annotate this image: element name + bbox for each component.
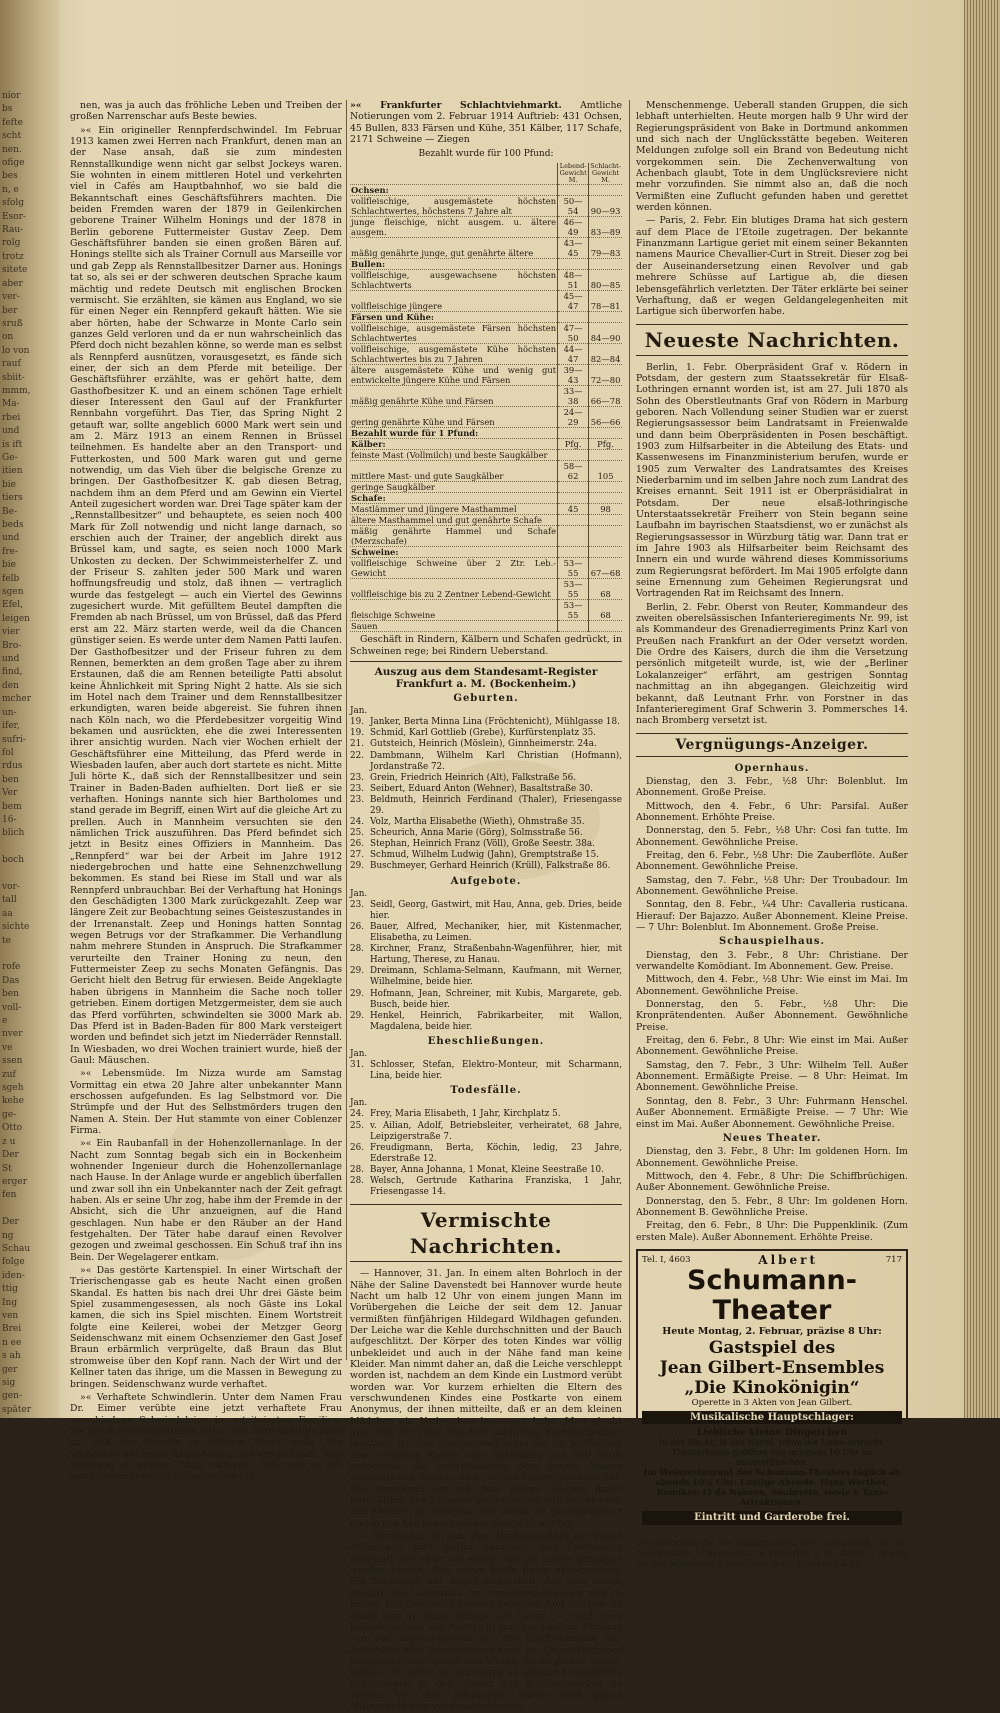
birth-entry-text: Janker, Berta Minna Lina (Fröchtenicht), Mühlgasse 18. xyxy=(370,717,620,728)
market-row-label: gering genährte Kühe und Färsen xyxy=(350,407,558,428)
deaths-month: Jan. xyxy=(350,1098,368,1109)
market-row-label: vollfleischige, ausgemästete höchsten Schlachtwertes, höchstens 7 Jahre alt xyxy=(351,196,557,217)
column-divider xyxy=(346,100,347,1360)
market-row-label: mäßig genährte Hammel und Schafe (Merzschafe) xyxy=(351,526,557,547)
column-2 xyxy=(350,100,622,1713)
ad-theater-name: Schumann-Theater xyxy=(687,1265,857,1327)
market-row xyxy=(350,547,622,558)
market-row-slaughter xyxy=(589,428,622,439)
death-entry-text: Frey, Maria Elisabeth, 1 Jahr, Kirchplatz 5. xyxy=(370,1109,561,1120)
market-row-live: 58—62 xyxy=(558,461,589,482)
theater-listing: Sonntag, den 8. Febr., 3 Uhr: Fuhrmann Henschel. Außer Abonnement. Ermäßigte Preise. — 7 Uhr: Wie einst im Mai. Außer Abonnement. Gewöhnliche Preise. xyxy=(636,1095,908,1130)
ad-show-title: „Die Kinokönigin“ xyxy=(684,1377,860,1398)
death-entry xyxy=(350,1109,622,1120)
latest-news-item: Berlin, 1. Febr. Oberpräsident Graf v. Rödern in Potsdam, der gestern zum Staatssekretär für Elsaß-Lothringen ernannt worden ist, ist am 27. Juli 1870 als Sohn des Oberstleutnants Graf von Rödern in Marburg geboren. Nach Vollendung seiner Studien war er zuerst Regierungsassessor beim Landratsamt in Freienwalde und dann beim Oberpräsidenten in Posen beschäftigt. 1903 zum Hilfsarbeiter in die Abteilung des Etats- und Kassenwesens im Finanzministerium berufen, wurde er 1905 zum Verwalter des Landratsamtes des Kreises Niederbarnim und im selben Jahre noch zum Landrat des Kreises ernannt. Seit 1911 ist er Oberpräsidialrat in Potsdam. Der neue elsaß-lothringische Unterstaatssekretär Freiherr von Stein begann seine Laufbahn im bayrischen Staatsdienst, wo er zunächst als Regierungsassessor in Würzburg tätig war. Dann trat er im Jahre 1903 als Hilfsarbeiter beim Reichsamt des Innern ein und wurde während dieses Kommissoriums zum Regierungsrat befördert. Im Mai 1905 erfolgte dann seine Ernennung zum Geheimen Regierungsrat und Vortragenden Rat im Reichsamt des Innern. xyxy=(636,361,908,600)
market-row xyxy=(350,185,622,196)
market-row-live: 50—54 xyxy=(558,196,589,217)
market-row xyxy=(350,428,622,439)
market-row-live xyxy=(558,428,589,439)
theater-listing: Freitag, den 6. Febr., 8 Uhr: Wie einst im Mai. Außer Abonnement. Gewöhnliche Preise. xyxy=(636,1035,908,1058)
birth-entry-text: Schmid, Karl Gottlieb (Grebe), Kurfürstenplatz 35. xyxy=(370,728,596,739)
market-row-slaughter: 105 xyxy=(589,461,622,482)
birth-entry-day: 21. xyxy=(350,739,364,750)
market-row-label: vollfleischige, ausgemästete Färsen höchsten Schlachtwertes xyxy=(351,323,557,344)
opera-listing: Donnerstag, den 5. Febr., ½8 Uhr: Cosi fan tutte. Im Abonnement. Gewöhnliche Preise. xyxy=(636,825,908,848)
birth-entry-text: Gutsteich, Heinrich (Möslein), Ginnheimerstr. 24a. xyxy=(370,739,597,750)
marriage-entry xyxy=(350,1060,622,1082)
misc-news-item: — Paris, 2. Febr. Ein blutiges Drama hat sich gestern auf dem Place de l’Etoile zugetragen. Der bekannte Finanzmann Lartigue geriet mit einem seiner Bekannten namens Maurice Chevallier-Curt in Streit. Dieser zog bei der Auseinandersetzung einen Revolver und gab mehrere Schüsse auf Lartigue ab, die diesen lebensgefährlich verletzten. Der Täter erklärte bei seiner Verhaftung, daß er wegen Geldangelegenheiten mit Lartigue sich überworfen habe. xyxy=(636,215,908,318)
market-intro-text: Amtliche Notierungen vom 2. Februar 1914 Auftrieb: 431 Ochsen, 45 Bullen, 833 Färsen und Kühe, 351 Kälber, 117 Schafe, 2171 Schweine — Ziegen xyxy=(350,100,622,146)
market-row-label: Mastlämmer und jüngere Masthammel xyxy=(350,504,558,515)
article-paragraph: »« Verhaftete Schwindlerin. Unter dem Namen Frau Dr. Eimer verübte eine jetzt verhaftete Frau verschiedene Schwindeleien in gutsituierten Familien. Sie hat Schreibmaterialien unter dem Vorwand zum Kauf an, daß ihre Familie in tiefstem Elend weile. Die Verhaftete hat keine Angehörigen und weigert sich, ihre Wohnung zu nennen. Man vermutet, daß man es mit einer internationalen Diebin zu tun hat. xyxy=(70,1391,342,1483)
ad-date-line: Heute Montag, 2. Februar, präzise 8 Uhr: xyxy=(662,1326,882,1338)
banns-entry-day: 29. xyxy=(350,988,364,999)
market-row-slaughter xyxy=(589,515,622,526)
birth-entry-day: 27. xyxy=(350,850,364,861)
death-entry-text: Bayer, Anna Johanna, 1 Monat, Kleine Seestraße 10. xyxy=(370,1164,604,1175)
neues-listing: Dienstag, den 3. Febr., 8 Uhr: Im goldenen Horn. Im Abonnement. Gewöhnliche Preise. xyxy=(636,1146,908,1169)
birth-entry xyxy=(350,850,622,861)
birth-entry-day: 23. xyxy=(350,783,364,794)
article-paragraph: »« Ein Raubanfall in der Hohenzollernanlage. In der Nacht zum Sonntag begab sich ein in Bockenheim wohnender Ingenieur durch die Hohenzollernanlage nach Hause. In der Anlage wurde er angeblich überfallen und zwar soll ihn ein Unbekannter nach der Zeit gefragt haben. Als er seine Uhr zog, habe ihm der Fremde in der Absicht, sich die Uhr anzueignen, auf die Hand geschlagen. Nun habe er den Räuber an der Hand festgehalten. Der Täter habe darauf einen Revolver gezogen und zweimal geschossen. Ein Schuß traf ihn ins Bein. Der Wegelagerer entkam. xyxy=(70,1138,342,1263)
birth-entry-text: Scheurich, Anna Marie (Görg), Solmsstraße 56. xyxy=(370,828,583,839)
death-entry-text: Freudigmann, Berta, Köchin, ledig, 23 Jahre, Ederstraße 12. xyxy=(370,1142,622,1164)
market-row-label: feinste Mast (Vollmilch) und beste Saugkälber xyxy=(350,450,558,461)
birth-entry xyxy=(350,795,622,817)
events-heading: Vergnügungs-Anzeiger. xyxy=(636,733,908,757)
market-row-live: 24—29 xyxy=(558,407,589,428)
market-row-live: 44—47 xyxy=(558,344,589,365)
banns-entry-text: Dreimann, Schlama-Selmann, Kaufmann, mit Werner, Wilhelmine, beide hier. xyxy=(370,966,622,988)
birth-entry-day: 23. xyxy=(350,794,364,805)
banns-entry-text: Henkel, Heinrich, Fabrikarbeiter, mit Wallon, Magdalena, beide hier. xyxy=(370,1010,622,1032)
market-row-live xyxy=(558,450,589,461)
market-row xyxy=(350,504,622,515)
market-intro xyxy=(350,100,622,145)
market-row-label: ältere ausgemästete Kühe und wenig gut entwickelte jüngere Kühe und Färsen xyxy=(351,365,557,386)
ad-free-entry-box: Eintritt und Garderobe frei. xyxy=(642,1511,902,1524)
market-row xyxy=(350,365,622,386)
market-row-live: 33—38 xyxy=(558,386,589,407)
birth-entry-text: Buschmeyer, Gerhard Heinrich (Krüll), Falkstraße 86. xyxy=(370,861,611,872)
birth-entry-day: 29. xyxy=(350,861,364,872)
market-row-live: Pfg. xyxy=(558,439,589,450)
market-row-live xyxy=(558,482,589,493)
market-row-slaughter: 84—90 xyxy=(589,323,622,344)
marriage-entry-text: Schlosser, Stefan, Elektro-Monteur, mit Scharmann, Lina, beide hier. xyxy=(370,1060,622,1082)
col-slaughter-weight: Schlacht-Gewicht M. xyxy=(590,162,621,185)
market-row-label: Bezahlt wurde für 1 Pfund: xyxy=(350,428,558,439)
market-note: Geschäft in Rindern, Kälbern und Schafen gedrückt, in Schweinen rege; bei Rindern Ueberstand. xyxy=(350,634,622,657)
market-row xyxy=(350,558,622,579)
ad-number: 717 xyxy=(885,1254,902,1265)
market-row-live xyxy=(558,312,589,323)
birth-entry xyxy=(350,839,622,850)
theater-listing: Mittwoch, den 4. Febr., ½8 Uhr: Wie einst im Mai. Im Abonnement. Gewöhnliche Preise. xyxy=(636,974,908,997)
birth-entry xyxy=(350,861,622,872)
market-row xyxy=(350,600,622,621)
market-row xyxy=(350,217,622,238)
page-edge xyxy=(964,0,1000,1418)
death-entry-text: v. Ailian, Adolf, Betriebsleiter, verheiratet, 68 Jahre, Leipzigerstraße 7. xyxy=(370,1120,622,1142)
market-row-slaughter: 90—93 xyxy=(589,196,622,217)
neues-listing: Donnerstag, den 5. Febr., 8 Uhr: Im goldenen Horn. Abonnement B. Gewöhnliche Preise. xyxy=(636,1195,908,1218)
market-row-label: mäßig genährte Kühe und Färsen xyxy=(350,386,558,407)
birth-entry-day: 24. xyxy=(350,817,364,828)
market-row-label: vollfleischige, ausgewachsene höchsten Schlachtwerts xyxy=(351,270,557,291)
market-row-slaughter: 98 xyxy=(589,504,622,515)
opera-listing: Dienstag, den 3. Febr., ½8 Uhr: Bolenblut. Im Abonnement. Große Preise. xyxy=(636,775,908,799)
market-row xyxy=(350,386,622,407)
page-spine xyxy=(0,0,60,1418)
banns-entry-day: 29. xyxy=(350,966,364,977)
banns-entry-text: Bauer, Alfred, Mechaniker, hier, mit Kistenmacher, Elisabetha, zu Leimen. xyxy=(370,921,622,944)
market-row-slaughter xyxy=(589,259,622,270)
market-row-label: ältere Masthammel und gut genährte Schafe xyxy=(350,515,558,526)
market-row-label: junge fleischige, nicht ausgem. u. ältere ausgem. xyxy=(351,217,557,238)
market-row xyxy=(350,323,622,344)
marriages-month: Jan. xyxy=(350,1048,368,1059)
banns-entry-day: 23. xyxy=(350,899,364,910)
market-row xyxy=(350,259,622,270)
misc-news-heading: Vermischte Nachrichten. xyxy=(350,1204,622,1262)
market-row-slaughter xyxy=(589,482,622,493)
market-row xyxy=(350,439,622,450)
misc-news-item: — Dortmund, 31. Jan. Zum Grubenunglück auf Zeche Achenbach wird weiter berichtet: Der Fahrsteiger Reinhard war einer der ersten, der als Leiche geborgen werden konnte; ihm waren beide Beine abgequetscht. Ein Bergmann war derart zerstückelt, daß man zuerst glaubte, die Ueberreste von zwei Bergleuten vor sich zu haben. Ein Geretteter Feuerte zwischen fünf Leichen, er allein war in dieser Gruppe am Leben. — Nach dem Bekanntwerden der Nachricht traf der Landrat Freiherr von der Heyden-Rynsch auf der Unglücksstätte ein. Außerdem eilte Brandmeister Koch bei Gelsenkirchener Bergwerks-Gesellschaft von Witten, wo er gerade weilte, herbei, um seine in Courrieres so glänzend bewährten Erfahrungen in den Dienst des Rettungswerkes zu stellen. Vor dem Zechentore harrte noch gegen Mitternacht eine vierhundertköpfige xyxy=(350,1531,622,1713)
market-row-slaughter: 72—80 xyxy=(589,365,622,386)
market-row-slaughter: 83—89 xyxy=(589,217,622,238)
market-row-live: 43—45 xyxy=(558,238,589,259)
banns-heading: Aufgebote. xyxy=(450,875,522,887)
market-row-label: mäßig genährte junge, gut genährte ältere xyxy=(350,238,558,259)
neues-listing: Freitag, den 6. Febr., 8 Uhr: Die Puppenklinik. (Zum ersten Male). Außer Abonnement. Erhöhte Preise. xyxy=(636,1220,908,1243)
market-row-live: 48—51 xyxy=(558,270,589,291)
market-row-live xyxy=(558,185,589,196)
ad-restaurant: Im Weinrestaurant des Schumann-Theaters täglich ab abends 10½ Uhr: Lustige Abende. Hans Werther, Komiker. Li do Nansen, Soubrette, sowie 6 Tanz-Attraktionen. xyxy=(643,1468,901,1509)
ad-hit-1: Liebliche kleine Dingerchen xyxy=(696,1426,848,1438)
article-paragraph: »« Das gestörte Kartenspiel. In einer Wirtschaft der Trierischengasse gab es heute Nacht einen großen Skandal. Es hatten bis nach drei Uhr drei Gäste beim Spiel zusammengesessen, als noch Gäste ins Lokal kamen, die sich ins Spiel mischten. Einem Wortstreit folgte eine Keilerei, wobei der Metzger Georg Seidenschwanz mit einem Ochsenziemer den Gast Josef Braun erbärmlich verprügelte, daß Braun das Blut stromweise über den Kopf rann. Nach der Wirt und der Kellner taten das ihrige, um die Massen in Bewegung zu bringen. Seidenschwanz wurde verhaftet. xyxy=(70,1265,342,1390)
schumann-theater-ad xyxy=(636,1249,908,1534)
neues-listing: Mittwoch, den 4. Febr., 8 Uhr: Die Schiffbrüchigen. Außer Abonnement. Gewöhnliche Preise. xyxy=(636,1170,908,1194)
market-row xyxy=(350,526,622,547)
market-row xyxy=(350,344,622,365)
market-row-label: geringe Saugkälber xyxy=(350,482,558,493)
neues-theater-heading: Neues Theater. xyxy=(722,1132,822,1144)
opera-listing: Mittwoch, den 4. Febr., 6 Uhr: Parsifal. Außer Abonnement. Erhöhte Preise. xyxy=(636,800,908,823)
market-row-slaughter xyxy=(589,621,622,632)
article-paragraph: nen, was ja auch das fröhliche Leben und Treiben der großen Narrenschar aufs Beste bewies. xyxy=(70,100,342,123)
market-row-live: 39—43 xyxy=(558,365,589,386)
births-month: Jan. xyxy=(350,706,368,717)
banns-entry-day: 26. xyxy=(350,921,364,932)
death-entry xyxy=(350,1143,622,1165)
theater-heading: Schauspielhaus. xyxy=(718,936,826,948)
column-1 xyxy=(70,100,342,1483)
col-live-weight: Lebend-Gewicht M. xyxy=(559,162,587,185)
banns-entry-day: 29. xyxy=(350,1010,364,1021)
market-row-slaughter xyxy=(589,526,622,547)
market-row-label: Kälber: xyxy=(350,439,558,450)
death-entry-day: 24. xyxy=(350,1109,364,1120)
market-row-slaughter: 68 xyxy=(589,579,622,600)
theater-listing: Samstag, den 7. Febr., 3 Uhr: Wilhelm Tell. Außer Abonnement. Ermäßigte Preise. — 8 Uhr: Heimat. Im Abonnement. Gewöhnliche Preise. xyxy=(636,1059,908,1094)
death-entry-day: 26. xyxy=(350,1142,364,1153)
market-row-live: 53—55 xyxy=(558,600,589,621)
market-subtitle: Bezahlt wurde für 100 Pfund: xyxy=(418,149,554,160)
birth-entry xyxy=(350,751,622,773)
market-row-label: Ochsen: xyxy=(350,185,558,196)
market-row-slaughter xyxy=(589,547,622,558)
register-title: Auszug aus dem Standesamt-Register Frankfurt a. M. (Bockenheim.) xyxy=(374,666,598,691)
ad-operetta-line: Operette in 3 Akten von Jean Gilbert. xyxy=(691,1397,853,1408)
opera-listing: Freitag, den 6. Febr., ½8 Uhr: Die Zauberflöte. Außer Abonnement. Gewöhnliche Preise. xyxy=(636,849,908,873)
birth-entry xyxy=(350,728,622,739)
market-row-slaughter: 67—68 xyxy=(589,558,622,579)
market-row-label: Schweine: xyxy=(350,547,558,558)
spine-text: nior bs fefte scht nen. ofige bes n, e sfolg Esor- Rau- rolg trotz sitete aber ver- ber sruß on lo von rauf sbiit- mmm, Ma- rbei und is ift Ge- itien bie tiers Be- beds und fre- bie felb sgen Efel, leigen vier Bro- und find, den mcher un- ifer, sufri- fol rdus ben Ver bem 16- blich boch vor- tall aa sichte te rofe Das ben voll- e nver ve ssen zuf sgeh kehe ge- Otto z u Der St erger fen Der ng Schau folge iden- ttig Ing ven Brei n ee s ah ger sig gen- später xyxy=(2,91,31,1415)
market-row-live xyxy=(558,259,589,270)
market-row-slaughter: 66—78 xyxy=(589,386,622,407)
marriages-heading: Eheschließungen. xyxy=(427,1035,545,1047)
market-row-label: mittlere Mast- und gute Saugkälber xyxy=(350,461,558,482)
column-3 xyxy=(636,100,908,1568)
market-row-label: vollfleischige bis zu 2 Zentner Lebend-Gewicht xyxy=(350,579,558,600)
birth-entry xyxy=(350,817,622,828)
market-row xyxy=(350,579,622,600)
market-row xyxy=(350,493,622,504)
banns-entry-text: Seidl, Georg, Gastwirt, mit Hau, Anna, geb. Dries, beide hier. xyxy=(370,899,622,921)
birth-entry-day: 19. xyxy=(350,717,364,728)
banns-entry xyxy=(350,989,622,1011)
death-entry-text: Welsch, Gertrude Katharina Franziska, 1 Jahr, Friesengasse 14. xyxy=(370,1176,622,1198)
market-row xyxy=(350,515,622,526)
market-row-label: Färsen und Kühe: xyxy=(350,312,558,323)
birth-entry xyxy=(350,717,622,728)
ad-hit-2: In der Nacht, in der Nacht, wenn die Liebe erwacht. xyxy=(658,1438,886,1449)
market-row-slaughter xyxy=(589,312,622,323)
birth-entry-day: 19. xyxy=(350,728,364,739)
death-entry xyxy=(350,1165,622,1176)
market-row-label: Bullen: xyxy=(350,259,558,270)
market-row-slaughter xyxy=(589,493,622,504)
banns-entry xyxy=(350,922,622,944)
market-row xyxy=(350,407,622,428)
market-row xyxy=(350,450,622,461)
market-table-header xyxy=(350,163,622,185)
market-row-live: 53—55 xyxy=(558,558,589,579)
market-row-live xyxy=(558,547,589,558)
marriage-entry-day: 31. xyxy=(350,1060,364,1071)
ad-hits-box: Musikalische Hauptschlager: xyxy=(642,1411,902,1424)
market-row-slaughter: 68 xyxy=(589,600,622,621)
birth-entry-text: Schmud, Wilhelm Ludwig (Jahn), Gremptstraße 15. xyxy=(370,850,599,861)
birth-entry-text: Dambmann, Wilhelm Karl Christian (Hofmann), Jordanstraße 72. xyxy=(370,750,622,772)
birth-entry-day: 25. xyxy=(350,828,364,839)
market-row-slaughter xyxy=(589,450,622,461)
market-row-slaughter: 78—81 xyxy=(589,291,622,312)
market-row-live xyxy=(558,515,589,526)
column-divider xyxy=(629,100,630,1360)
latest-news-heading: Neueste Nachrichten. xyxy=(636,324,908,356)
banns-entry-text: Hofmann, Jean, Schreiner, mit Kubis, Margarete, geb. Busch, beide hier. xyxy=(370,988,622,1010)
market-row xyxy=(350,238,622,259)
death-entry-day: 28. xyxy=(350,1176,364,1186)
banns-entry-text: Kirchner, Franz, Straßenbahn-Wagenführer, hier, mit Hartung, Therese, zu Hanau. xyxy=(370,944,622,966)
opera-listing: Sonntag, den 8. Febr., ¼4 Uhr: Cavalleria rusticana. Hierauf: Der Bajazzo. Außer Abonnement. Kleine Preise. — 7 Uhr: Bolenblut. Im Abonnement. Große Preise. xyxy=(636,899,908,933)
theater-listing: Dienstag, den 3. Febr., 8 Uhr: Christiane. Der verwandelte Komödiant. Im Abonnement. Gew. Preise. xyxy=(636,949,908,973)
market-row-slaughter xyxy=(589,185,622,196)
market-row-live: 53—55 xyxy=(558,579,589,600)
death-entry xyxy=(350,1121,622,1143)
birth-entry xyxy=(350,828,622,839)
ad-telephone: Tel. I, 4603 xyxy=(642,1254,691,1265)
market-row-slaughter: 82—84 xyxy=(589,344,622,365)
banns-entry xyxy=(350,944,622,966)
market-row-label: vollfleischige, ausgemästete Kühe höchsten Schlachtwertes bis zu 7 Jahren xyxy=(351,344,557,365)
birth-entry-text: Beldmuth, Heinrich Ferdinand (Thaler), Friesengasse 29. xyxy=(370,794,622,816)
misc-news-item: — Hannover, 31. Jan. In einem alten Bohrloch in der Nähe der Saline Davenstedt bei Hannover wurde heute Nacht um halb 12 Uhr von einem jungen Mann im Vorübergehen die Leiche der seit dem 12. Januar vermißten fünfjährigen Hildegard Wildhagen gefunden. Der Leiche war die Kehle durchschnitten und der Bauch aufgeschlitzt. Der Körper des toten Kindes war völlig unbekleidet und auch in der Nähe fand man keine Kleider. Man nimmt daher an, daß die Leiche verschleppt worden ist, nachdem an dem Kinde ein Lustmord verübt worden war. Vor kurzem erhielten die Eltern des verschwundenen Kindes eine Postkarte von einem Anonymus, der ihnen mitteilte, daß er an dem kleinen Mädchen ein Verbrechen begangen habe. Man glaubt nun, daß der Täter mit dem anonymen Kartenschreiber identisch ist. Der Staatsanwalt hatte für die Auffindung des vermißten Kindes eine Belohnung von 500 Mark ausgesetzt, die wahrscheinlich dem jungen Manne zugesprochen werden wird, der die Leiche gefunden hat. Die Feuerwehr ist seit dem frühen Morgen damit beschäftigt, den Brunnen auszupumpen und weiter nach den Kleidern zu forschen. Die Leiche ist photographiert und in das Leichenschauhaus gebracht worden. xyxy=(350,1268,622,1529)
birth-entry-day: 23. xyxy=(350,772,364,783)
market-row-live xyxy=(558,526,589,547)
market-row-slaughter: 56—66 xyxy=(589,407,622,428)
market-row xyxy=(350,482,622,493)
article-paragraph: »« Lebensmüde. Im Nizza wurde am Samstag Vormittag ein etwa 20 Jahre alter unbekannter Mann erschossen aufgefunden. Es lag Selbstmord vor. Die Strümpfe und der Hut des Selbstmörders trugen den Namen A. Stein. Der Hut stammte von einer Coblenzer Firma. xyxy=(70,1068,342,1136)
market-row-label: fleischige Schweine xyxy=(350,600,558,621)
market-row-live: 47—50 xyxy=(558,323,589,344)
opera-listing: Samstag, den 7. Febr., ½8 Uhr: Der Troubadour. Im Abonnement. Gewöhnliche Preise. xyxy=(636,874,908,897)
birth-entry-text: Stephan, Heinrich Franz (Völl), Große Seestr. 38a. xyxy=(370,839,595,850)
article-paragraph: »« Ein origineller Rennpferdschwindel. Im Februar 1913 kamen zwei Herren nach Frankfurt, denen man an der Nase ansah, daß sie zum mindesten Rennstallkundige wenn nicht gar selbst Jockeys waren. Sie wohnten in einem mittleren Hotel und verkehrten viel in Cafés am Hauptbahnhof, wo sie bald die Bekanntschaft eines Geschäftsführers machten. Die beiden Fremden waren der 1879 in Geilenkirchen geborene Trainer Wilhelm Honings und der 1878 in Berlin geborene Futtermeister Gustav Zeep. Dem Geschäftsführer banden sie einen großen Bären auf. Honings stellte sich als Trainer Cornull aus Marseille vor und gab Zepp als Rennstallbesitzer Darner aus. Honings tat so, als sei er der schweren deutschen Sprache kaum mächtig und redete Deutsch mit englischen Brocken vermischt. Sie erzählten, sie kämen aus England, wo sie für einen Neger ein Rennpferd gekauft hätten. Wie sie aber hörten, habe der Schwarze in Monte Carlo sein ganzes Geld verloren und da er nun wahrscheinlich das Pferd doch nicht bezahlen könne, so werde man es selbst als Rennpferd ausnützen, vorausgesetzt, es fände sich einer, der sich an dem Pferde mit beteilige. Der Geschäftsführer erzählte, was er gehört hatte, dem Gasthofbesitzer K. und an einem schönen Tage erhielt dieser Interessent den Gaul auf der Frankfurter Rennbahn vorgeführt. Das Tier, das Spring Night 2 getauft war, sollte angeblich 6000 Mark wert sein und am 2. März 1913 an einem Rennen in Brüssel teilnehmen. Es handelte aber an den Transport- und Futterkosten, und 500 Mark waren gut und gerne notwendig, um das Vieh über die belgische Grenze zu bringen. Der Gasthofbesitzer K. gab diesen Betrag, nachdem ihm an dem Pferd und am Gewinn ein Viertel Anteil zugesichert worden war. Drei Tage später kam der „Rennstallbesitzer“ und behauptete, es seien noch 400 Mark für Zoll notwendig und nicht lange darnach, so erschien auch der Trainer, der angeblich direkt aus Brüssel kam, und sagte, es seien noch 1000 Mark Unkosten zu decken. Der Schwimmeisterhelfer Z. und der Friseur S. zahlten jeder 500 Mark und waren hoffnungsfreudig und stolz, daß ihnen — vertraglich wurde das festgelegt — auch ein Viertel des Gewinns zugesichert wurde. Mit gefülltem Beutel dampften die Fremden ab nach Brüssel, um von Brüssel, daß das Pferd erst am 22. März starten werde, weil da die Chancen günstiger seien. Es werde unter dem Namen Patti laufen. Der Gasthofbesitzer und der Friseur fuhren zu dem Rennen, bemerkten an dem großen Tage aber zu ihrem Erstaunen, daß die am Rennen beteiligte Patti absolut keine Ähnlichkeit mit Spring Night 2 hatte. Als sie sich im Hotel nach dem Trainer und dem Rennstallbesitzer erkundigten, waren beide abgereist. Sie fuhren ihnen nach Köln nach, wo die Pferdebesitzer vorgeitig Wind bekamen und ausrückten, ehe die zwei Interessenten ihrer ansichtig wurden. Nach vier Wochen erhielt der Geschäftsführer eine Mitteilung, das Pferd werde in Wiesbaden laufen, aber auch dort startete es nicht. Mitte Juli hörte K., daß sich der Rennstallbesitzer und sein Trainer in Baden-Baden aufhielten. Dort ließ er sie verhaften. Honings nannte sich hier Bartholomes und stand gerade im Begriff, einen Wirt auf die gleiche Art zu prellen. Auch in Mannheim versuchten sie den nämlichen Trick auszuführen. Das Pferd befindet sich jetzt in Besitz eines Offiziers in Mannheim. Das „Rennpferd“ war bei der Arbeit im Jahre 1912 niedergebrochen und hatte eine Sehnenzchwellung bekommen. Es stand bei Riese im Stall und war als Rennpferd unbrauchbar. Bei der Verhaftung hat Honings den Geschädigten 1300 Mark zurückgezahlt. Zeep war längere Zeit zur Beobachtung seines Geisteszustandes in der Irrenanstalt. Zeep und Honings hatten Sonntag wegen Betrugs vor der Strafkammer. Die Verhandlung nahm mehrere Stunden in Anspruch. Die Strafkammer verurteilte den Trainer Honing zu neun, den Futtermeister Zeep zu sechs Monaten Gefängnis. Das Gericht hielt den Betrug für erwiesen. Beide Angeklagte haben übrigens in Mannheim die Sache noch toller getrieben. Einem dortigen Metzgermeister, dem sie auch das Pferd vorführten, schwindelten sie 3000 Mark ab. Das Pferd ist in Baden-Baden für 800 Mark versteigert worden und befindet sich jetzt im Niederräder Rennstall. In Wiesbaden, wo drei Wochen trainiert wurde, hieß der Gaul: Mäuschen. xyxy=(70,124,342,1066)
market-row-label: vollfleischige jüngere xyxy=(350,291,558,312)
imprint-footer: Verantwortlich für den redaktionellen Teil: Carl Strauß, für den Inseratenteil: F. Kaufmann, in Frankfurt a. M. Druck u. Verlag der Buchdruckerei F. Kaufmann & Co. Frankfurt a. M. xyxy=(636,1537,908,1568)
birth-entry-day: 22. xyxy=(350,750,364,761)
birth-entry xyxy=(350,739,622,750)
market-row-label: vollfleischige Schweine über 2 Ztr. Leb.-Gewicht xyxy=(351,558,557,579)
market-row-live xyxy=(558,621,589,632)
banns-entry xyxy=(350,1011,622,1033)
death-entry xyxy=(350,1176,622,1198)
banns-entry xyxy=(350,900,622,922)
ad-guest-line: Gastspiel des xyxy=(708,1337,836,1358)
ad-brand: Albert xyxy=(758,1252,819,1267)
birth-entry-text: Grein, Friedrich Heinrich (Alt), Falkstraße 56. xyxy=(370,772,577,783)
market-row-slaughter: 79—83 xyxy=(589,238,622,259)
market-title: »« Frankfurter Schlachtviehmarkt. xyxy=(350,100,562,111)
market-row xyxy=(350,270,622,291)
market-row xyxy=(350,291,622,312)
banns-entry xyxy=(350,966,622,988)
birth-entry xyxy=(350,773,622,784)
market-row xyxy=(350,621,622,632)
opera-heading: Opernhaus. xyxy=(734,762,810,774)
market-row-label: Schafe: xyxy=(350,493,558,504)
market-row-live: 45 xyxy=(558,504,589,515)
birth-entry-text: Volz, Martha Elisabethe (Wieth), Ohmstraße 35. xyxy=(370,817,585,828)
market-table xyxy=(350,163,622,632)
market-row-label: Sauen xyxy=(350,621,558,632)
death-entry-day: 25. xyxy=(350,1120,364,1131)
birth-entry xyxy=(350,784,622,795)
latest-news-item: Berlin, 2. Febr. Oberst von Reuter, Kommandeur des zweiten oberelsässischen Infanterieregiments Nr. 99, ist als Kommandeur des Grenadierregiments Prinz Karl von Preußen nach Frankfurt an der Oder versetzt worden. Die Ordre des Kaisers, durch die ihm die Versetzung persönlich mitgeteilt wurde, ist, wie der „Berliner Lokalanzeiger“ erfährt, am gestrigen Sonntag nachmittag an ihn abgegangen. Gleichzeitig wird bekannt, daß Leutnant Frhr. von Forstner in das Infanterieregiment Graf Schwerin 3. Pommersches 14. nach Bromberg versetzt ist. xyxy=(636,601,908,727)
market-row-slaughter: 80—85 xyxy=(589,270,622,291)
market-row xyxy=(350,312,622,323)
birth-entry-day: 26. xyxy=(350,839,364,850)
deaths-heading: Todesfälle. xyxy=(450,1085,522,1097)
death-entry-day: 28. xyxy=(350,1164,364,1175)
market-row-slaughter: Pfg. xyxy=(589,439,622,450)
register xyxy=(350,693,622,1198)
banns-entry-day: 28. xyxy=(350,944,364,955)
ad-ensemble-line: Jean Gilbert-Ensembles xyxy=(659,1357,885,1378)
misc-news-item: Menschenmenge. Ueberall standen Gruppen, die sich lebhaft unterhielten. Heute morgen halb 9 Uhr wird der Regierungspräsident von Bake in Dortmund ankommen und sich nach der Unglücksstätte begeben. Weiteren Meldungen zufolge soll ein Brand von Bedeutung nicht vorgekommen sein. Die Zechenverwaltung von Achenbach glaubt, Tote in dem Unglücksreviere nicht mehr vorzufinden. Sie nimmt also an, daß die noch Vermißten eine Zuflucht gefunden haben und gerettet werden können. xyxy=(636,100,908,214)
births-heading: Geburten. xyxy=(453,693,519,705)
theater-listing: Donnerstag, den 5. Febr., ½8 Uhr: Die Kronprätendenten. Außer Abonnement. Gewöhnliche Preise. xyxy=(636,999,908,1033)
market-row-live: 46—49 xyxy=(558,217,589,238)
market-row-live xyxy=(558,493,589,504)
market-row xyxy=(350,461,622,482)
birth-entry-text: Seibert, Eduard Anton (Wehner), Basaltstraße 30. xyxy=(370,783,594,794)
market-row-live: 45—47 xyxy=(558,291,589,312)
market-row xyxy=(350,196,622,217)
banns-month: Jan. xyxy=(350,888,368,899)
ad-box-office: Theaterkasse geöffnet von morgens 10 Uhr an ununterbrochen. xyxy=(671,1448,873,1469)
